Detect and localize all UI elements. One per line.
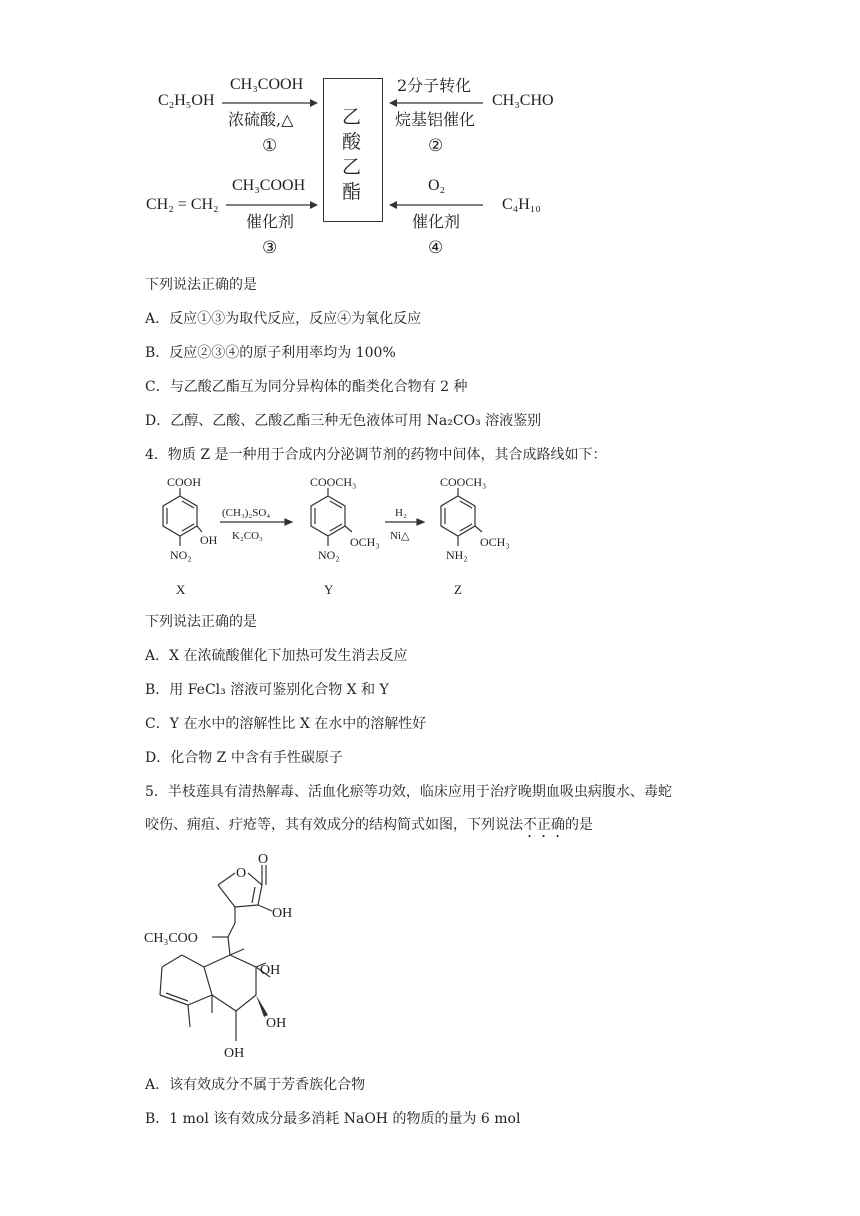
reaction-4-number: ④ — [428, 238, 444, 258]
reagent-1-bottom: 浓硫酸,△ — [228, 110, 294, 129]
q3-option-a: A．反应①③为取代反应，反应④为氧化反应 — [145, 311, 422, 327]
q5-line2 — [145, 815, 593, 841]
arrow-3 — [226, 200, 320, 210]
q4-option-a: A．X 在浓硫酸催化下加热可发生消去反应 — [145, 648, 408, 664]
arrow-4 — [388, 200, 484, 210]
y-label: Y — [324, 582, 334, 597]
z-benzene-ring — [441, 496, 475, 536]
reagent-3-top: CH₃COOH — [232, 177, 306, 194]
y-cooch3: COOCH₃ — [310, 475, 357, 489]
q5-line1: 5．半枝莲具有清热解毒、活血化瘀等功效，临床应用于治疗晚期血吸虫病腹水、毒蛇 — [145, 784, 672, 800]
product-char: 乙 — [342, 156, 362, 178]
reaction-3-number: ③ — [262, 238, 278, 258]
q4-stem2: 下列说法正确的是 — [145, 614, 257, 630]
reagent-3-bottom: 催化剂 — [246, 212, 295, 231]
product-box — [323, 78, 383, 222]
q5-line2-pre: 咬伤、痈疽、疔疮等，其有效成分的结构简式如图，下列说法 — [145, 817, 523, 833]
x-oh: OH — [200, 533, 218, 547]
q3-option-d: D．乙醇、乙酸、乙酸乙酯三种无色液体可用 Na₂CO₃ 溶液鉴别 — [145, 413, 542, 429]
reaction-2-number: ② — [428, 136, 444, 156]
z-label: Z — [454, 582, 462, 597]
y-no2: NO₂ — [318, 548, 340, 562]
q5-line2-post: 的是 — [565, 817, 593, 833]
x-cooh: COOH — [167, 475, 202, 489]
x-benzene-ring — [163, 496, 197, 536]
hydroxyl-3: OH — [266, 1016, 287, 1031]
reaction-1-number: ① — [262, 136, 278, 156]
y-och3: OCH₃ — [350, 535, 380, 549]
z-cooch3: COOCH₃ — [440, 475, 487, 489]
reagent-4-top: O₂ — [428, 177, 446, 194]
reactant-butane: C₄H₁₀ — [502, 196, 541, 213]
acetoxy-group: CH₃COO — [144, 931, 198, 946]
product-char: 酯 — [342, 181, 362, 203]
x-no2: NO₂ — [170, 548, 192, 562]
q5-emphasis: 不正确 — [523, 817, 565, 833]
hydroxyl-4: OH — [224, 1046, 245, 1061]
q3-option-c: C．与乙酸乙酯互为同分异构体的酯类化合物有 2 种 — [145, 379, 468, 395]
arrow-1-condition: K₂CO₃ — [232, 530, 263, 542]
reagent-2-bottom: 烷基铝催化 — [395, 110, 476, 129]
q5-option-b: B．1 mol 该有效成分最多消耗 NaOH 的物质的量为 6 mol — [145, 1111, 521, 1127]
product-char: 酸 — [342, 131, 362, 153]
q4-option-d: D．化合物 Z 中含有手性碳原子 — [145, 750, 343, 766]
q4-option-c: C．Y 在水中的溶解性比 X 在水中的溶解性好 — [145, 716, 427, 732]
hydroxyl-2: OH — [260, 963, 281, 978]
arrow-2 — [388, 98, 484, 108]
q3-option-b: B．反应②③④的原子利用率均为 100% — [145, 345, 396, 361]
q3-stem: 下列说法正确的是 — [145, 277, 257, 293]
y-benzene-ring — [311, 496, 345, 536]
carbonyl-oxygen: O — [258, 852, 269, 867]
arrow-2-reagent: H₂ — [395, 507, 407, 519]
q4-option-b: B．用 FeCl₃ 溶液可鉴别化合物 X 和 Y — [145, 682, 389, 698]
synthesis-route-xyz — [140, 474, 520, 604]
ring-oxygen: O — [236, 866, 247, 881]
reagent-2-top: 2分子转化 — [397, 76, 472, 95]
arrow-2-condition: Ni△ — [390, 530, 410, 542]
product-char: 乙 — [342, 106, 362, 128]
arrow-1-reagent: (CH₃)₂SO₄ — [222, 507, 271, 519]
reactant-acetaldehyde: CH₃CHO — [492, 92, 554, 109]
z-och3: OCH₃ — [480, 535, 510, 549]
enol-oh: OH — [272, 906, 293, 921]
reagent-4-bottom: 催化剂 — [412, 212, 461, 231]
q5-option-a: A．该有效成分不属于芳香族化合物 — [145, 1077, 366, 1093]
z-nh2: NH₂ — [446, 548, 468, 562]
banzhilian-structure — [140, 845, 320, 1065]
arrow-1 — [222, 98, 320, 108]
x-label: X — [176, 582, 186, 597]
reactant-ethanol: C₂H₅OH — [158, 92, 215, 109]
q4-stem: 4．物质 Z 是一种用于合成内分泌调节剂的药物中间体，其合成路线如下： — [145, 447, 607, 463]
reactant-ethylene: CH₂ = CH₂ — [146, 196, 219, 213]
reagent-1-top: CH₃COOH — [230, 76, 304, 93]
